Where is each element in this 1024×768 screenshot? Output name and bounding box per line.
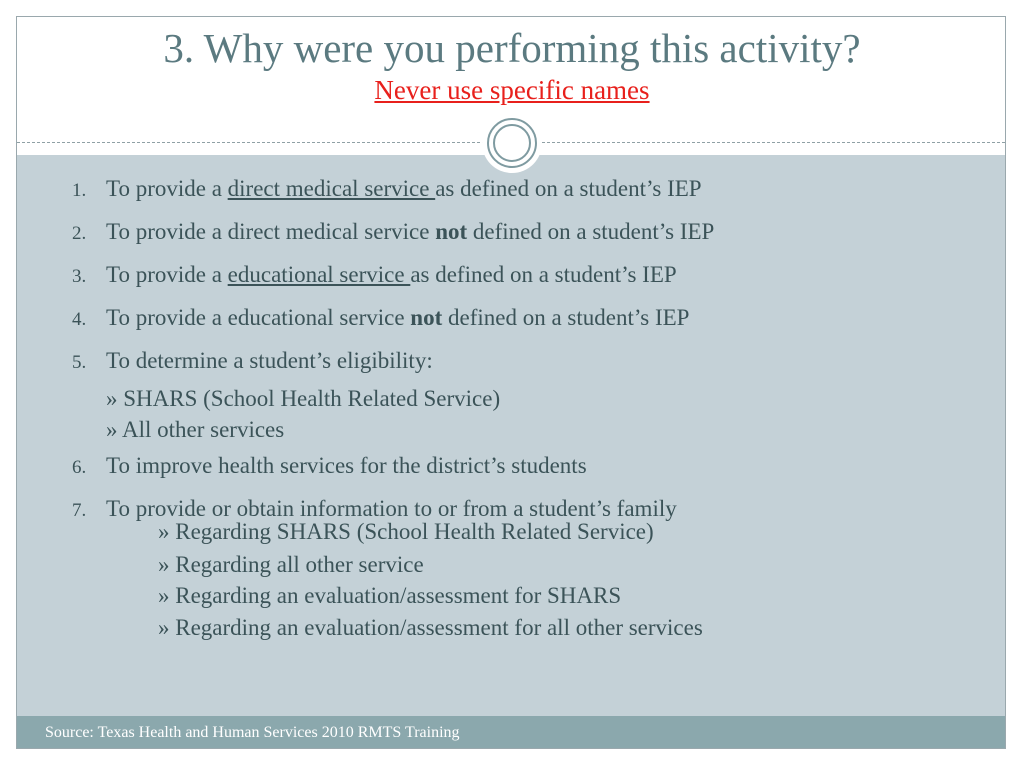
item-text: To provide a bbox=[106, 262, 228, 287]
sub-item-evaluation-shars: » Regarding an evaluation/assessment for SHARS bbox=[158, 583, 622, 608]
sub-item-regarding-other: » Regarding all other service bbox=[158, 552, 424, 577]
item-text: To provide or obtain information to or from a student’s family bbox=[106, 496, 677, 521]
circle-ornament-icon bbox=[482, 113, 542, 173]
item-text: as defined on a student’s IEP bbox=[410, 262, 677, 287]
list-item-5 bbox=[72, 347, 433, 377]
list-number: 4. bbox=[72, 309, 87, 330]
sub-item-evaluation-other: » Regarding an evaluation/assessment for all other services bbox=[158, 615, 703, 640]
list-number: 3. bbox=[72, 266, 87, 287]
slide-title: 3. Why were you performing this activity? bbox=[163, 25, 861, 71]
list-number: 1. bbox=[72, 180, 87, 201]
item-text: To improve health services for the district’s students bbox=[106, 453, 587, 478]
source-citation: Source: Texas Health and Human Services 2010 RMTS Training bbox=[45, 724, 460, 741]
item-text: To provide a bbox=[106, 176, 228, 201]
item-text: To determine a student’s eligibility: bbox=[106, 348, 433, 373]
list-number: 7. bbox=[72, 500, 87, 521]
subtitle-text: Never use specific names bbox=[374, 75, 650, 105]
list-number: 5. bbox=[72, 352, 87, 373]
item-text: as defined on a student’s IEP bbox=[435, 176, 702, 201]
item-text: defined on a student’s IEP bbox=[442, 305, 690, 330]
item-emphasis: not bbox=[410, 305, 443, 330]
list-item-3 bbox=[72, 261, 677, 291]
list-item-1 bbox=[72, 175, 702, 205]
item-text: To provide a direct medical service bbox=[106, 219, 436, 244]
item-emphasis: direct medical service bbox=[227, 176, 436, 201]
footer-bar bbox=[17, 716, 1005, 748]
list-item-6 bbox=[72, 452, 587, 482]
slide-subtitle bbox=[0, 74, 1024, 106]
item-text: defined on a student’s IEP bbox=[467, 219, 715, 244]
list-number: 6. bbox=[72, 457, 87, 478]
item-emphasis: educational service bbox=[227, 262, 411, 287]
item-emphasis: not bbox=[435, 219, 468, 244]
list-number: 2. bbox=[72, 223, 87, 244]
sub-item-shars: » SHARS (School Health Related Service) bbox=[106, 386, 501, 411]
sub-item-regarding-shars: » Regarding SHARS (School Health Related Service) bbox=[158, 519, 654, 544]
item-text: To provide a educational service bbox=[106, 305, 411, 330]
list-item-4 bbox=[72, 304, 689, 334]
list-item-2 bbox=[72, 218, 714, 248]
sub-item-other: » All other services bbox=[106, 417, 285, 442]
